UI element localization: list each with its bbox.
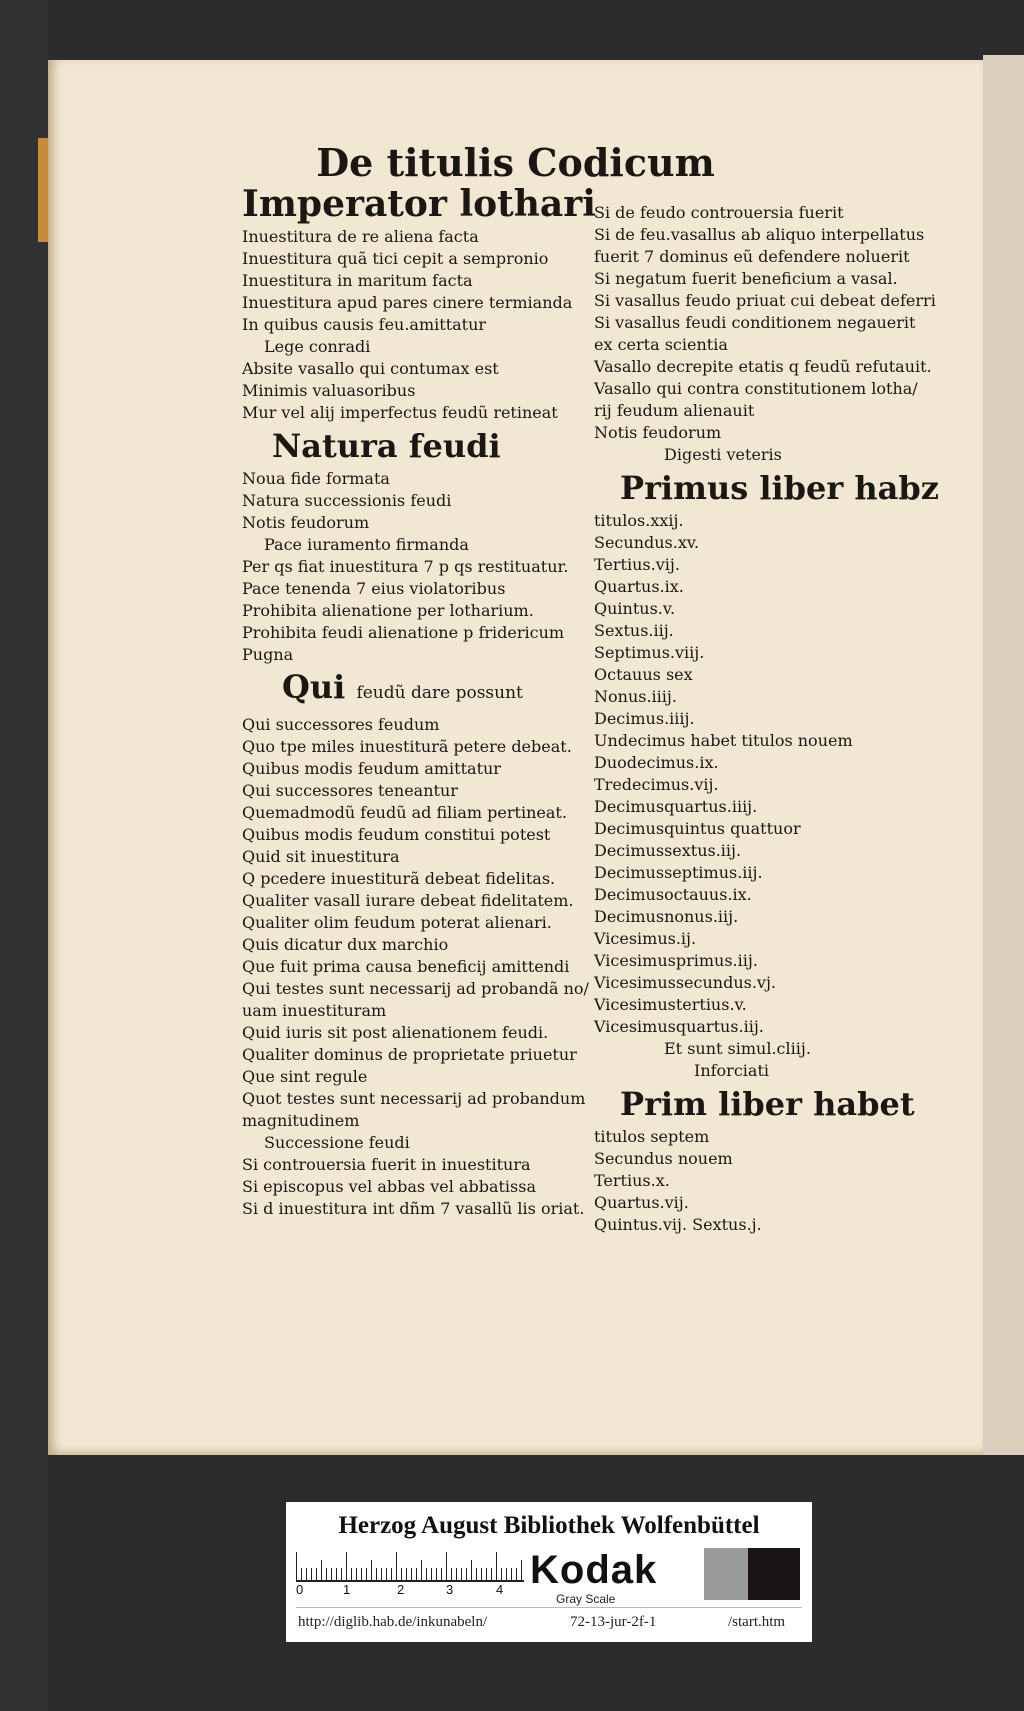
list-item: Per qs fiat inuestitura 7 p qs restituatur. [242,557,569,576]
list-item: Vasallo qui contra constitutionem lotha/ [594,379,918,398]
list-item: In quibus causis feu.amittatur [242,315,487,334]
ruler-number: 4 [496,1582,504,1597]
ruler-tick [366,1568,367,1580]
list-block [594,202,974,444]
section-heading: Prim liber habet [620,1085,915,1123]
list-block [242,714,642,1132]
book-page [48,60,983,1455]
sub-heading: Inforciati [694,1061,769,1080]
section-heading: Primus liber habz [620,469,939,507]
ruler-tick [511,1568,512,1580]
list-item: Si negatum fuerit beneficium a vasal. [594,269,898,288]
ruler-tick [481,1568,482,1580]
list-item: Quibus modis feudum constitui potest [242,825,551,844]
column-left [242,182,642,1220]
column-right [594,202,974,1236]
ruler-tick [331,1568,332,1580]
ruler-tick [456,1568,457,1580]
list-item: Inuestitura apud pares cinere termianda [242,293,573,312]
list-item: Si episcopus vel abbas vel abbatissa [242,1177,536,1196]
list-item: Que sint regule [242,1067,368,1086]
ruler-tick [396,1552,397,1580]
list-block [594,510,974,1038]
list-item: Inuestitura quã tici cepit a sempronio [242,249,549,268]
list-item: ex certa scientia [594,335,728,354]
ruler-tick [431,1568,432,1580]
url-base[interactable]: http://diglib.hab.de/inkunabeln/ [298,1614,488,1630]
list-item: Octauus sex [594,665,693,684]
section-heading [242,666,642,714]
gray-swatch [704,1548,748,1600]
list-block [242,226,642,336]
list-item: Qui successores feudum [242,715,440,734]
list-item: Qui successores teneantur [242,781,458,800]
sub-heading: Digesti veteris [664,445,782,464]
ruler-tick [471,1560,472,1580]
ruler-number: 1 [343,1582,351,1597]
ruler-tick [381,1568,382,1580]
list-item: Que fuit prima causa beneficij amittendi [242,957,570,976]
list-item: Minimis valuasoribus [242,381,416,400]
list-item: Pugna [242,645,294,664]
list-item: Quintus.vij. Sextus.j. [594,1215,762,1234]
list-item: Notis feudorum [242,513,370,532]
ruler-tick [466,1568,467,1580]
ruler-tick [406,1568,407,1580]
ruler-tick [351,1568,352,1580]
ruler-tick [506,1568,507,1580]
list-item: Si d inuestitura int dñm 7 vasallũ lis oriat. [242,1199,585,1218]
scale-ruler [296,1550,524,1582]
list-item: Prohibita alienatione per lotharium. [242,601,534,620]
list-item: magnitudinem [242,1111,360,1130]
divider [296,1607,802,1608]
list-item: Tertius.vij. [594,555,680,574]
list-item: Duodecimus.ix. [594,753,719,772]
ruler-number: 2 [397,1582,405,1597]
color-target-card [286,1502,812,1642]
list-item: Vicesimus.ij. [594,929,697,948]
list-item: Quemadmodũ feudũ ad filiam pertineat. [242,803,567,822]
list-item: Tertius.x. [594,1171,670,1190]
list-item: Secundus.xv. [594,533,700,552]
list-item: Notis feudorum [594,423,722,442]
list-item: Qualiter dominus de proprietate priuetur [242,1045,577,1064]
list-item: Quid sit inuestitura [242,847,400,866]
list-item: Prohibita feudi alienatione p fridericum [242,623,565,642]
ruler-tick [371,1560,372,1580]
list-item: Si vasallus feudo priuat cui debeat deferri [594,291,936,310]
list-item: Si de feu.vasallus ab aliquo interpellatus [594,225,925,244]
ruler-tick [391,1568,392,1580]
list-block [242,1154,642,1220]
next-page-edge [983,55,1024,1455]
list-item: Vicesimusprimus.iij. [594,951,758,970]
list-item: Si controuersia fuerit in inuestitura [242,1155,531,1174]
list-item: titulos septem [594,1127,710,1146]
sum-line: Et sunt simul.cliij. [664,1039,811,1058]
list-block [242,468,642,534]
ruler-tick [416,1568,417,1580]
page-heading: De titulis Codicum [316,140,715,185]
ruler-tick [441,1568,442,1580]
list-item: Sextus.iij. [594,621,674,640]
list-item: Pace iuramento firmanda [264,535,469,554]
list-item: Inuestitura de re aliena facta [242,227,479,246]
list-item: Mur vel alij imperfectus feudũ retineat [242,403,558,422]
list-item: Decimusquartus.iiij. [594,797,758,816]
ruler-numbers [296,1582,536,1600]
qui-big: Qui [282,668,346,706]
ruler-number: 3 [446,1582,454,1597]
ruler-tick [461,1568,462,1580]
ruler-tick [521,1560,522,1580]
ruler-tick [496,1552,497,1580]
ruler-tick [451,1568,452,1580]
url-suffix[interactable]: /start.htm [728,1614,786,1630]
section-heading: Imperator lothari [242,183,596,225]
ruler-tick [491,1568,492,1580]
scan-background-left [0,0,48,1711]
list-item: Decimusseptimus.iij. [594,863,763,882]
list-item: Lege conradi [264,337,371,356]
ruler-tick [386,1568,387,1580]
list-item: Vicesimusquartus.iij. [594,1017,764,1036]
ruler-tick [501,1568,502,1580]
ruler-tick [476,1568,477,1580]
list-item: Quartus.vij. [594,1193,689,1212]
ruler-tick [326,1568,327,1580]
list-item: Quintus.v. [594,599,676,618]
ruler-number: 0 [296,1582,304,1597]
list-item: Si de feudo controuersia fuerit [594,203,844,222]
list-item: Decimusnonus.iij. [594,907,739,926]
list-item: Qualiter vasall iurare debeat fidelitatem. [242,891,574,910]
list-item: Quibus modis feudum amittatur [242,759,501,778]
list-item: Quot testes sunt necessarij ad probandum [242,1089,586,1108]
list-item: Vicesimustertius.v. [594,995,747,1014]
list-item: Vicesimussecundus.vj. [594,973,777,992]
ruler-tick [361,1568,362,1580]
ruler-tick [436,1568,437,1580]
list-block [594,1126,974,1236]
ruler-tick [296,1552,297,1580]
list-item: Qui testes sunt necessarij ad probandã no/ [242,979,589,998]
list-item: Decimussextus.iij. [594,841,742,860]
list-item: Noua fide formata [242,469,390,488]
list-item: Pace tenenda 7 eius violatoribus [242,579,506,598]
library-title: Herzog August Bibliothek Wolfenbüttel [338,1512,760,1539]
ruler-tick [516,1568,517,1580]
gray-scale-label: Gray Scale [556,1592,616,1606]
list-item: Q pcedere inuestiturã debeat fidelitas. [242,869,556,888]
section-heading: Natura feudi [272,427,501,465]
ruler-tick [346,1552,347,1580]
list-block [242,358,642,424]
list-item: rij feudum alienauit [594,401,755,420]
ruler-tick [376,1568,377,1580]
list-item: Secundus nouem [594,1149,733,1168]
url-id[interactable]: 72-13-jur-2f-1 [570,1614,657,1630]
list-item: titulos.xxij. [594,511,684,530]
list-item: Tredecimus.vij. [594,775,719,794]
ruler-tick [446,1552,447,1580]
list-item: uam inuestituram [242,1001,387,1020]
ruler-tick [421,1560,422,1580]
list-item: Nonus.iiij. [594,687,677,706]
list-item: Quid iuris sit post alienationem feudi. [242,1023,549,1042]
ruler-tick [301,1568,302,1580]
ruler-tick [321,1560,322,1580]
ruler-tick [306,1568,307,1580]
list-item: Quo tpe miles inuestiturã petere debeat. [242,737,572,756]
ruler-tick [486,1568,487,1580]
list-item: Qualiter olim feudum poterat alienari. [242,913,552,932]
list-item: Decimusoctauus.ix. [594,885,752,904]
list-item: Vasallo decrepite etatis q feudũ refutauit. [594,357,932,376]
list-item: Successione feudi [264,1133,410,1152]
black-swatch [748,1548,800,1600]
list-item: Decimusquintus quattuor [594,819,801,838]
ruler-tick [426,1568,427,1580]
list-item: Absite vasallo qui contumax est [242,359,499,378]
list-item: Quartus.ix. [594,577,684,596]
list-item: Inuestitura in maritum facta [242,271,473,290]
ruler-tick [401,1568,402,1580]
list-item: Decimus.iiij. [594,709,695,728]
list-block [242,556,642,666]
list-item: Quis dicatur dux marchio [242,935,449,954]
list-item: Septimus.viij. [594,643,705,662]
list-item: fuerit 7 dominus eũ defendere noluerit [594,247,910,266]
ruler-tick [316,1568,317,1580]
list-item: Undecimus habet titulos nouem [594,731,853,750]
kodak-logo: Kodak [530,1548,658,1592]
ruler-tick [311,1568,312,1580]
ruler-tick [336,1568,337,1580]
list-item: Natura successionis feudi [242,491,452,510]
ruler-tick [341,1568,342,1580]
ruler-tick [356,1568,357,1580]
qui-small: feudũ dare possunt [356,683,523,703]
ruler-tick [411,1568,412,1580]
list-item: Si vasallus feudi conditionem negauerit [594,313,916,332]
